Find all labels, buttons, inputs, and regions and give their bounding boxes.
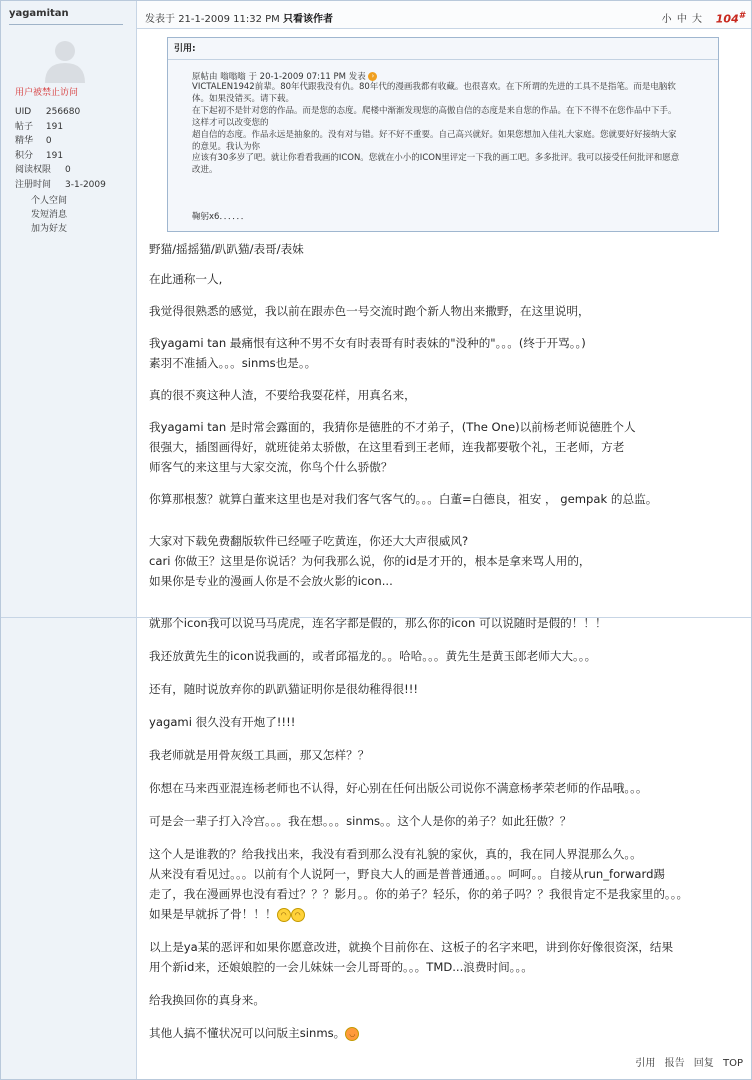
default-avatar-icon — [41, 35, 89, 83]
body-line: 其他人搞不懂状况可以问版主sinms。 ◡ — [149, 1023, 739, 1043]
font-small-button[interactable]: 小 — [661, 14, 673, 25]
quote-line: 应该有30多岁了吧。就让你看看我画的ICON。您就在小小的ICON里评定一下我的画工吧。多多批评。我可以接受任何批评和愿意 — [192, 153, 680, 164]
quote-block — [167, 37, 719, 232]
post-header — [137, 1, 751, 29]
body-line: 你想在马来西亚混连杨老师也不认得，好心别在任何出版公司说你不满意杨孝荣老师的作品哦。。。 — [149, 781, 648, 795]
body-line: 大家对下载免费翻版软件已经哑子吃黄连，你还大大声很威风? — [149, 534, 469, 548]
body-line: 我还放黄先生的icon说我画的，或者邱福龙的。。哈哈。。。黄先生是黄玉郎老师大大。。。 — [149, 649, 597, 663]
quote-ending: 鞠躬x6．．．．．． — [192, 212, 250, 222]
wink-smiley-icon: ◡ — [345, 1027, 359, 1041]
goto-original-icon[interactable]: › — [368, 72, 377, 81]
body-line: 我yagami tan 是时常会露面的，我猜你是德胜的不才弟子，(The One)以前杨老师说德胜个人 — [149, 420, 636, 434]
divider — [1, 617, 136, 618]
post-body-1 — [149, 239, 739, 591]
body-line: 我yagami tan 最痛恨有这种不男不女有时表哥有时表妹的"没种的"。。。(终于开骂。。) — [149, 336, 586, 350]
quote-date: 20-1-2009 07:11 PM — [259, 72, 347, 82]
body-line: 真的很不爽这种人渣，不要给我耍花样，用真名来， — [149, 388, 416, 402]
body-line: 从来没有看见过。。。以前有个人说阿一，野良大人的画是普普通通。。。呵呵。。自接从run_forward踢 — [149, 867, 666, 881]
smiley-icon: ◠ — [277, 908, 291, 922]
body-line: 以上是ya某的恶评和如果你愿意改进，就换个目前你在、这板子的名字来吧，讲到你好像很资深，结果 — [149, 940, 674, 954]
post-body-2 — [149, 613, 739, 1043]
body-line: 如果你是专业的漫画人你是不会放火影的icon... — [149, 574, 393, 588]
quote-line: 的意见。我认为你 — [192, 141, 261, 152]
quote-line: 超自信的态度。作品永远是抽象的。没有对与错。好不好不重要。自己高兴就好。如果您想加入佳礼大家庭。您就要好好接纳大家 — [192, 129, 677, 140]
user-panel — [1, 1, 137, 1079]
body-line: 就那个icon我可以说马马虎虎，连名字都是假的，那么你的icon 可以说随时是假的！！！ — [149, 616, 607, 630]
body-line: 野猫/摇摇猫/趴趴猫/表哥/表妹 — [149, 242, 304, 256]
body-line: 我觉得很熟悉的感觉，我以前在跟赤色一号交流时跑个新人物出来撒野，在这里说明， — [149, 304, 590, 318]
quote-line: 改进。 — [192, 165, 218, 176]
only-author-link[interactable]: 只看该作者 — [282, 14, 333, 25]
quote-line: 这样才可以改变您的 — [192, 117, 269, 128]
quote-title: 引用: — [168, 38, 718, 60]
quote-line: 体。如果没错买。请下载。 — [192, 93, 295, 104]
body-line: 这个人是谁教的？给我找出来，我没有看到那么没有礼貌的家伙，真的，我在同人界混那么久。。 — [149, 847, 642, 861]
body-line: 素羽不准插入。。。sinms也是。。 — [149, 356, 317, 370]
quote-line: 在下起初不是针对您的作品。而是您的态度。爬楼中渐渐发现您的高傲自信的态度是来自您的作品。在下不得不在您作品中下手。 — [192, 105, 677, 116]
stat-uid: UID 256680 — [15, 107, 81, 117]
quote-meta: 原帖由 嗡嗡嗡 于 20-1-2009 07:11 PM 发表 › — [192, 70, 377, 82]
font-medium-button[interactable]: 中 — [676, 14, 688, 25]
user-links — [31, 194, 67, 236]
body-line: 如果是早就拆了骨！！！ ◠ ◠ — [149, 904, 739, 924]
quote-author[interactable]: 嗡嗡嗡 — [220, 72, 246, 82]
post-actions — [629, 1054, 743, 1069]
body-line: 很强大，插图画得好，就班徒弟太骄傲，在这里看到王老师，连我都要敬个礼，王老师，方老 — [149, 440, 625, 454]
link-personal-space[interactable]: 个人空间 — [31, 196, 68, 206]
quote-line: VICTALEN1942前辈。80年代跟我没有仇。80年代的漫画我都有收藏。也很喜欢。在下所谓的先进的工具不是指笔。而是电脑软 — [192, 82, 676, 92]
stat-register-date: 注册时间 3-1-2009 — [15, 179, 106, 190]
divider — [9, 24, 123, 25]
reply-button[interactable]: 回复 — [693, 1058, 714, 1069]
report-button[interactable]: 报告 — [664, 1058, 685, 1069]
stat-posts: 帖子 191 — [15, 121, 64, 132]
body-line: 用个新id来，还娘娘腔的一会儿妹妹一会儿哥哥的。。。TMD...浪费时间。。。 — [149, 960, 533, 974]
stat-digest: 精华 0 — [15, 136, 52, 147]
top-button[interactable]: TOP — [722, 1058, 743, 1069]
quote-body — [192, 82, 692, 177]
avatar — [41, 35, 89, 83]
body-line: 师客气的来这里与大家交流，你鸟个什么骄傲？ — [149, 460, 393, 474]
link-send-message[interactable]: 发短消息 — [31, 210, 68, 220]
body-line: 你算那根葱？就算白董来这里也是对我们客气客气的。。。白董=白德良，祖安 ， gempak 的总监。 — [149, 492, 658, 506]
body-line: 走了，我在漫画界也没有看过？？？影月。。你的弟子？轻乐，你的弟子吗？？我很肯定不是我家里的。。。 — [149, 887, 689, 901]
link-add-friend[interactable]: 加为好友 — [31, 224, 68, 234]
body-line: 可是会一辈子打入冷宫。。。我在想。。。sinms。。这个人是你的弟子？如此狂傲？？ — [149, 814, 572, 828]
body-line: 我老师就是用骨灰级工具画，那又怎样？？ — [149, 748, 370, 762]
smiley-icon: ◠ — [291, 908, 305, 922]
body-line: yagami 很久没有开炮了!!!! — [149, 715, 296, 729]
font-large-button[interactable]: 大 — [692, 14, 703, 25]
body-line: 还有，随时说放弃你的趴趴猫证明你是很幼稚得很!!! — [149, 682, 419, 696]
body-line: 给我换回你的真身来。 — [149, 993, 265, 1007]
font-size-controls — [662, 10, 703, 25]
stat-read-permission: 阅读权限 0 — [15, 165, 71, 176]
post-floor-number[interactable]: 104# — [715, 11, 745, 26]
user-stats — [15, 105, 106, 193]
username[interactable]: yagamitan — [9, 8, 69, 19]
post-date: 21-1-2009 11:32 PM — [178, 14, 280, 25]
body-line: 在此通称一人, — [149, 272, 223, 286]
stat-credits: 积分 191 — [15, 150, 64, 161]
quote-button[interactable]: 引用 — [635, 1058, 656, 1069]
body-line: cari 你做王？这里是你说话？为何我那么说，你的id是才开的，根本是拿来骂人用的， — [149, 554, 591, 568]
user-status: 用户被禁止访问 — [15, 88, 79, 98]
post-meta: 发表于 21-1-2009 11:32 PM 只看该作者 — [145, 14, 333, 25]
